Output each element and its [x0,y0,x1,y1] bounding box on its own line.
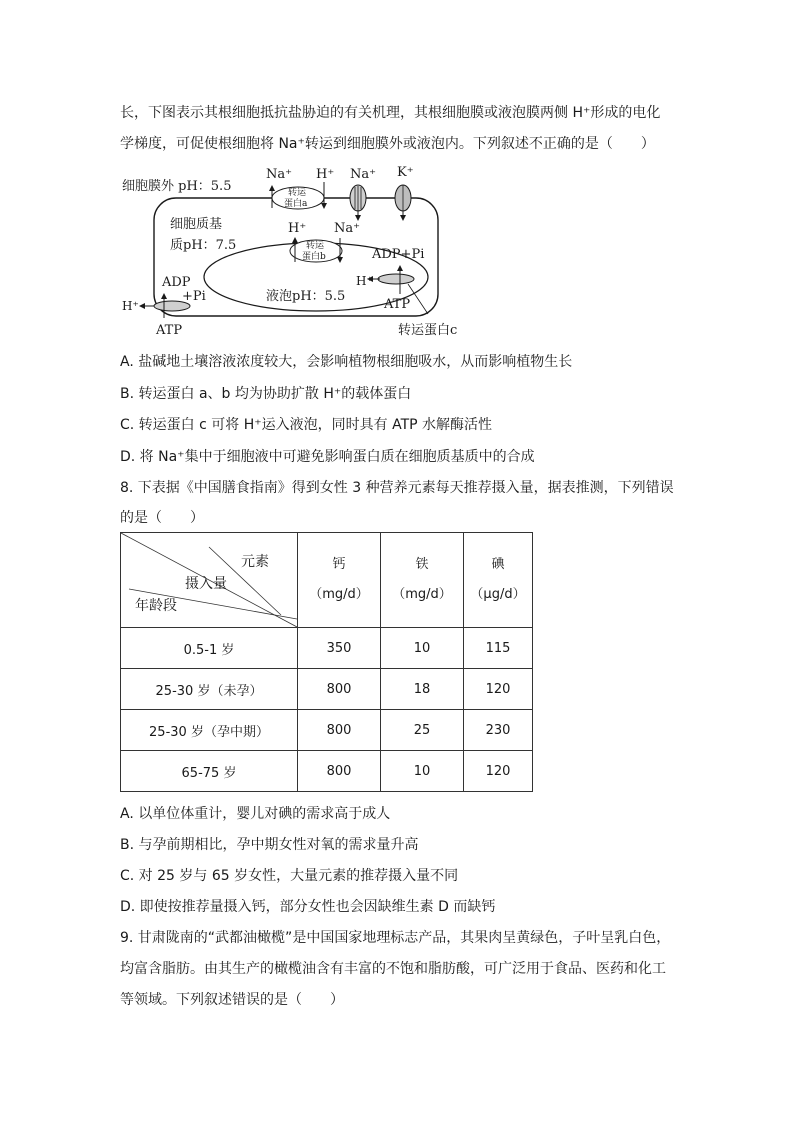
vacuole-ph-label: 液泡pH：5.5 [266,289,346,304]
iron-cell: 10 [381,628,464,669]
corner-age-label: 年龄段 [135,598,177,614]
table-corner-cell [121,533,298,628]
q8-option-d: D. 即使按推荐量摄入钙，部分女性也会因缺维生素 D 而缺钙 [120,899,496,915]
q8-stem-line1: 8. 下表据《中国膳食指南》得到女性 3 种营养元素每天推荐摄入量，据表推测，下列错误 [120,480,674,496]
adp-pi-c-label: ADP+Pi [372,247,425,262]
q7-option-b: B. 转运蛋白 a、b 均为协助扩散 H⁺的载体蛋白 [120,386,412,402]
iodine-cell: 115 [464,628,533,669]
q7-stem-line2: 学梯度，可促使根细胞将 Na⁺转运到细胞膜外或液泡内。下列叙述不正确的是（ ） [120,136,655,152]
table-row [121,628,533,669]
pi-left-label: +Pi [182,289,206,304]
q8-option-a: A. 以单位体重计，婴儿对碘的需求高于成人 [120,806,391,822]
h-a-label: H⁺ [316,167,335,182]
k-channel-label: K⁺ [397,165,414,180]
na-channel-label: Na⁺ [350,167,376,182]
q7-option-a: A. 盐碱地土壤溶液浓度较大，会影响植物根细胞吸水，从而影响植物生长 [120,354,573,370]
q8-option-c: C. 对 25 岁与 65 岁女性，大量元素的推荐摄入量不同 [120,868,459,884]
col-iodine: 碘 （μg/d） [464,533,533,628]
matrix-ph-label-2: 质pH：7.5 [170,238,237,253]
q7-stem-line1: 长，下图表示其根细胞抵抗盐胁迫的有关机理，其根细胞膜或液泡膜两侧 H⁺形成的电化 [120,105,661,121]
outside-ph-label: 细胞膜外 pH：5.5 [122,179,232,194]
atp-left-label: ATP [156,323,183,338]
q9-stem-line3: 等领域。下列叙述错误的是（ ） [120,992,344,1008]
table-row [121,669,533,710]
transport-protein-c [378,274,414,284]
iron-cell: 18 [381,669,464,710]
atp-c-label: ATP [384,297,411,312]
calcium-cell: 800 [298,751,381,792]
age-cell: 25-30 岁（孕中期） [121,710,298,751]
corner-intake-label: 摄入量 [185,576,227,592]
iron-cell: 25 [381,710,464,751]
col-calcium: 钙 （mg/d） [298,533,381,628]
age-cell: 65-75 岁 [121,751,298,792]
q9-stem-line1: 9. 甘肃陇南的“武都油橄榄”是中国国家地理标志产品，其果肉呈黄绿色，子叶呈乳白色， [120,930,671,946]
q8-option-b: B. 与孕前期相比，孕中期女性对氧的需求量升高 [120,837,419,853]
calcium-cell: 350 [298,628,381,669]
na-a-label: Na⁺ [266,167,292,182]
h-c-label: H⁺ [356,274,373,288]
age-cell: 0.5-1 岁 [121,628,298,669]
calcium-cell: 800 [298,669,381,710]
iron-cell: 10 [381,751,464,792]
protein-a-label-2: 蛋白a [284,199,308,209]
q9-stem-line2: 均富含脂肪。由其生产的橄榄油含有丰富的不饱和脂肪酸，可广泛用于食品、医药和化工 [120,961,666,977]
protein-a-label-1: 转运 [288,188,307,198]
iodine-cell: 120 [464,751,533,792]
table-header-row [121,533,533,628]
adp-left-label: ADP [162,275,191,290]
nutrient-intake-table [120,532,533,792]
table-row [121,751,533,792]
protein-c-label: 转运蛋白c [398,323,458,338]
corner-element-label: 元素 [241,554,269,570]
table-row [121,710,533,751]
q8-stem-line2: 的是（ ） [120,510,204,526]
matrix-ph-label-1: 细胞质基 [170,217,223,232]
iodine-cell: 120 [464,669,533,710]
calcium-cell: 800 [298,710,381,751]
h-left-label: H⁺ [122,299,139,313]
na-b-label: Na⁺ [334,221,360,236]
root-cell-diagram [118,162,518,342]
iodine-cell: 230 [464,710,533,751]
h-b-label: H⁺ [288,221,307,236]
q7-option-d: D. 将 Na⁺集中于细胞液中可避免影响蛋白质在细胞质基质中的合成 [120,449,535,465]
age-cell: 25-30 岁（未孕） [121,669,298,710]
protein-b-label-1: 转运 [306,241,325,251]
col-iron: 铁 （mg/d） [381,533,464,628]
q7-option-c: C. 转运蛋白 c 可将 H⁺运入液泡，同时具有 ATP 水解酶活性 [120,417,493,433]
protein-b-label-2: 蛋白b [302,252,326,262]
